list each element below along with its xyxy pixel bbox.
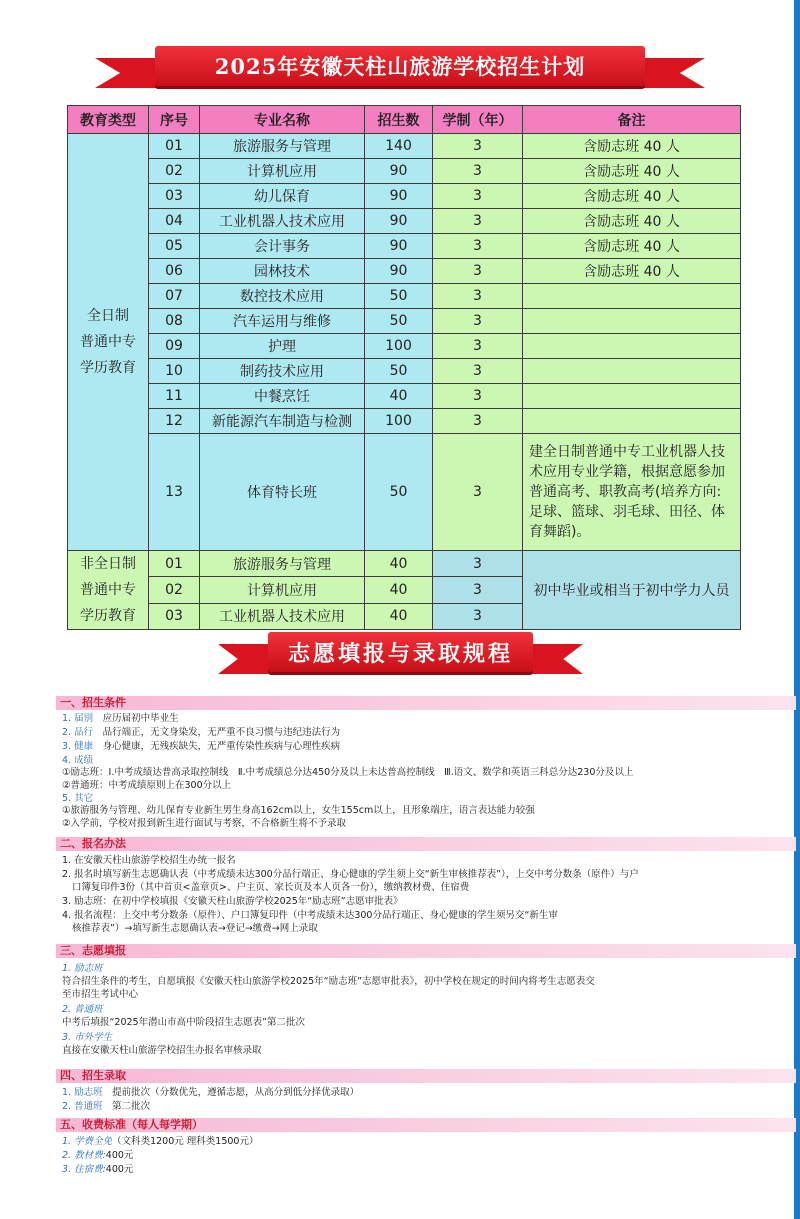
table-row xyxy=(68,309,741,334)
table-row xyxy=(68,551,741,577)
row-no: 01 xyxy=(149,134,200,159)
row-count: 40 xyxy=(365,551,433,577)
row-no: 03 xyxy=(149,184,200,209)
row-major: 园林技术 xyxy=(200,259,365,284)
row-count: 50 xyxy=(365,309,433,334)
row-major: 工业机器人技术应用 xyxy=(200,603,365,629)
title-ribbon xyxy=(95,46,705,92)
row-major: 数控技术应用 xyxy=(200,284,365,309)
header-major: 专业名称 xyxy=(200,106,365,134)
table-row xyxy=(68,184,741,209)
row-major: 汽车运用与维修 xyxy=(200,309,365,334)
section-header-4: 四、招生录取 xyxy=(56,1069,796,1083)
rule-line: 5. 其它 xyxy=(62,793,94,804)
header-type: 教育类型 xyxy=(68,106,149,134)
row-major: 幼儿保育 xyxy=(200,184,365,209)
rule-line: 1. 届别 应历届初中毕业生 xyxy=(62,713,179,724)
section-header-2: 二、报名办法 xyxy=(56,837,796,851)
row-no: 02 xyxy=(149,577,200,603)
section-header-5: 五、收费标准（每人每学期） xyxy=(56,1118,796,1132)
row-note xyxy=(523,334,741,359)
row-major: 新能源汽车制造与检测 xyxy=(200,409,365,434)
rule-line: ②入学前，学校对报到新生进行面试与考察，不合格新生将不予录取 xyxy=(62,818,347,829)
row-count: 90 xyxy=(365,259,433,284)
row-years: 3 xyxy=(433,209,523,234)
row-years: 3 xyxy=(433,359,523,384)
row-count: 40 xyxy=(365,384,433,409)
table-row xyxy=(68,134,741,159)
row-no: 04 xyxy=(149,209,200,234)
row-count: 50 xyxy=(365,359,433,384)
rule-line: 口簿复印件3份（其中首页<盖章页>、户主页、家长页及本人页各一份），缴纳教材费、住宿费 xyxy=(72,882,470,893)
rule-line: 3. 健康 身心健康，无残疾缺失，无严重传染性疾病与心理性疾病 xyxy=(62,741,341,752)
row-no: 11 xyxy=(149,384,200,409)
table-row xyxy=(68,334,741,359)
rule-line: 2. 教材费:400元 xyxy=(62,1150,134,1161)
row-no: 10 xyxy=(149,359,200,384)
header-no: 序号 xyxy=(149,106,200,134)
row-major: 旅游服务与管理 xyxy=(200,551,365,577)
row-years: 3 xyxy=(433,134,523,159)
row-years: 3 xyxy=(433,259,523,284)
row-count: 90 xyxy=(365,184,433,209)
row-no: 03 xyxy=(149,603,200,629)
table-row xyxy=(68,359,741,384)
row-no: 07 xyxy=(149,284,200,309)
table-row xyxy=(68,409,741,434)
row-note: 含励志班 40 人 xyxy=(523,234,741,259)
rule-line: 2. 普通班 xyxy=(62,1004,103,1015)
row-no: 01 xyxy=(149,551,200,577)
row-major: 体育特长班 xyxy=(200,434,365,551)
row-years: 3 xyxy=(433,409,523,434)
table-row xyxy=(68,234,741,259)
row-count: 40 xyxy=(365,577,433,603)
row-years: 3 xyxy=(433,159,523,184)
row-major: 旅游服务与管理 xyxy=(200,134,365,159)
rule-line: 符合招生条件的考生，自愿填报《安徽天柱山旅游学校2025年“励志班”志愿审批表》，初中学校在规定的时间内将考生志愿表交 xyxy=(62,976,595,987)
row-no: 05 xyxy=(149,234,200,259)
rule-line: 1. 在安徽天柱山旅游学校招生办统一报名 xyxy=(62,855,236,866)
row-major: 会计事务 xyxy=(200,234,365,259)
section-header-1: 一、招生条件 xyxy=(56,696,796,710)
row-note xyxy=(523,384,741,409)
rule-line: 2. 普通班 第二批次 xyxy=(62,1101,151,1112)
rule-line: ②普通班：中考成绩原则上在300分以上 xyxy=(62,780,232,791)
row-note xyxy=(523,409,741,434)
row-major: 工业机器人技术应用 xyxy=(200,209,365,234)
education-type-parttime: 非全日制 普通中专 学历教育 xyxy=(68,551,149,630)
row-count: 100 xyxy=(365,409,433,434)
row-count: 90 xyxy=(365,209,433,234)
education-type-fulltime: 全日制 普通中专 学历教育 xyxy=(68,134,149,551)
row-count: 50 xyxy=(365,284,433,309)
table-row xyxy=(68,259,741,284)
table-row xyxy=(68,284,741,309)
row-no: 12 xyxy=(149,409,200,434)
rule-line: 2. 品行 品行端正，无文身染发，无严重不良习惯与违纪违法行为 xyxy=(62,727,341,738)
row-years: 3 xyxy=(433,184,523,209)
row-major: 制药技术应用 xyxy=(200,359,365,384)
table-row xyxy=(68,384,741,409)
rule-line: 3. 励志班：在初中学校填报《安徽天柱山旅游学校2025年“励志班”志愿审批表》 xyxy=(62,896,403,907)
rule-line: 3. 住宿费:400元 xyxy=(62,1164,134,1175)
row-count: 100 xyxy=(365,334,433,359)
row-note: 含励志班 40 人 xyxy=(523,184,741,209)
parttime-note: 初中毕业或相当于初中学力人员 xyxy=(523,551,741,630)
rule-line: 1. 学费全免（文科类1200元 理科类1500元） xyxy=(62,1136,259,1147)
rule-line: 2. 报名时填写新生志愿确认表（中考成绩未达300分品行端正、身心健康的学生须上交“新生审核推荐表”），上交中考分数条（原件）与户 xyxy=(62,869,639,880)
table-row xyxy=(68,159,741,184)
header-count: 招生数 xyxy=(365,106,433,134)
section-title: 志愿填报与录取规程 xyxy=(268,632,533,672)
header-note: 备注 xyxy=(523,106,741,134)
row-no: 08 xyxy=(149,309,200,334)
row-years: 3 xyxy=(433,234,523,259)
row-note: 建全日制普通中专工业机器人技术应用专业学籍，根据意愿参加普通高考、职教高考(培养方向:足球、篮球、羽毛球、田径、体育舞蹈)。 xyxy=(523,434,741,551)
row-note: 含励志班 40 人 xyxy=(523,159,741,184)
rule-line: 4. 成绩 xyxy=(62,755,94,766)
row-note xyxy=(523,309,741,334)
enrollment-plan-table xyxy=(67,105,741,630)
rule-line: 中考后填报“2025年潜山市高中阶段招生志愿表”第二批次 xyxy=(62,1017,306,1028)
row-count: 140 xyxy=(365,134,433,159)
rule-line: 1. 励志班 xyxy=(62,963,103,974)
subtitle-ribbon xyxy=(218,632,583,678)
row-no: 02 xyxy=(149,159,200,184)
rule-line: 核推荐表”）→填写新生志愿确认表→登记→缴费→网上录取 xyxy=(72,923,318,934)
table-header-row xyxy=(68,106,741,134)
row-no: 13 xyxy=(149,434,200,551)
rule-line: 至市招生考试中心 xyxy=(62,989,139,1000)
rule-line: 3. 市外学生 xyxy=(62,1032,113,1043)
row-note: 含励志班 40 人 xyxy=(523,134,741,159)
rule-line: 直接在安徽天柱山旅游学校招生办报名审核录取 xyxy=(62,1045,262,1056)
row-major: 计算机应用 xyxy=(200,577,365,603)
row-count: 90 xyxy=(365,234,433,259)
table-row xyxy=(68,434,741,551)
right-edge-stripe xyxy=(794,0,800,1219)
table-row xyxy=(68,209,741,234)
row-years: 3 xyxy=(433,334,523,359)
row-count: 40 xyxy=(365,603,433,629)
row-note xyxy=(523,284,741,309)
row-years: 3 xyxy=(433,384,523,409)
rule-line: ①旅游服务与管理、幼儿保育专业新生男生身高162cm以上，女生155cm以上，且形象端庄，语言表达能力较强 xyxy=(62,805,535,816)
section-header-3: 三、志愿填报 xyxy=(56,944,796,958)
header-years: 学制（年） xyxy=(433,106,523,134)
row-note xyxy=(523,359,741,384)
row-count: 50 xyxy=(365,434,433,551)
row-years: 3 xyxy=(433,551,523,577)
row-major: 计算机应用 xyxy=(200,159,365,184)
row-years: 3 xyxy=(433,603,523,629)
row-count: 90 xyxy=(365,159,433,184)
rule-line: 1. 励志班 提前批次（分数优先，遵循志愿，从高分到低分择优录取） xyxy=(62,1087,360,1098)
row-note: 含励志班 40 人 xyxy=(523,259,741,284)
row-years: 3 xyxy=(433,309,523,334)
row-major: 中餐烹饪 xyxy=(200,384,365,409)
row-years: 3 xyxy=(433,284,523,309)
row-no: 09 xyxy=(149,334,200,359)
page-title: 2025年安徽天柱山旅游学校招生计划 xyxy=(155,46,645,86)
rule-line: 4. 报名流程：上交中考分数条（原件）、户口簿复印件（中考成绩未达300分品行端正、身心健康的学生须另交“新生审 xyxy=(62,910,558,921)
row-no: 06 xyxy=(149,259,200,284)
row-years: 3 xyxy=(433,434,523,551)
row-major: 护理 xyxy=(200,334,365,359)
row-note: 含励志班 40 人 xyxy=(523,209,741,234)
row-years: 3 xyxy=(433,577,523,603)
rule-line: ①励志班：Ⅰ.中考成绩达普高录取控制线 Ⅱ.中考成绩总分达450分及以上未达普高控制线 Ⅲ.语文、数学和英语三科总分达230分及以上 xyxy=(62,767,634,778)
